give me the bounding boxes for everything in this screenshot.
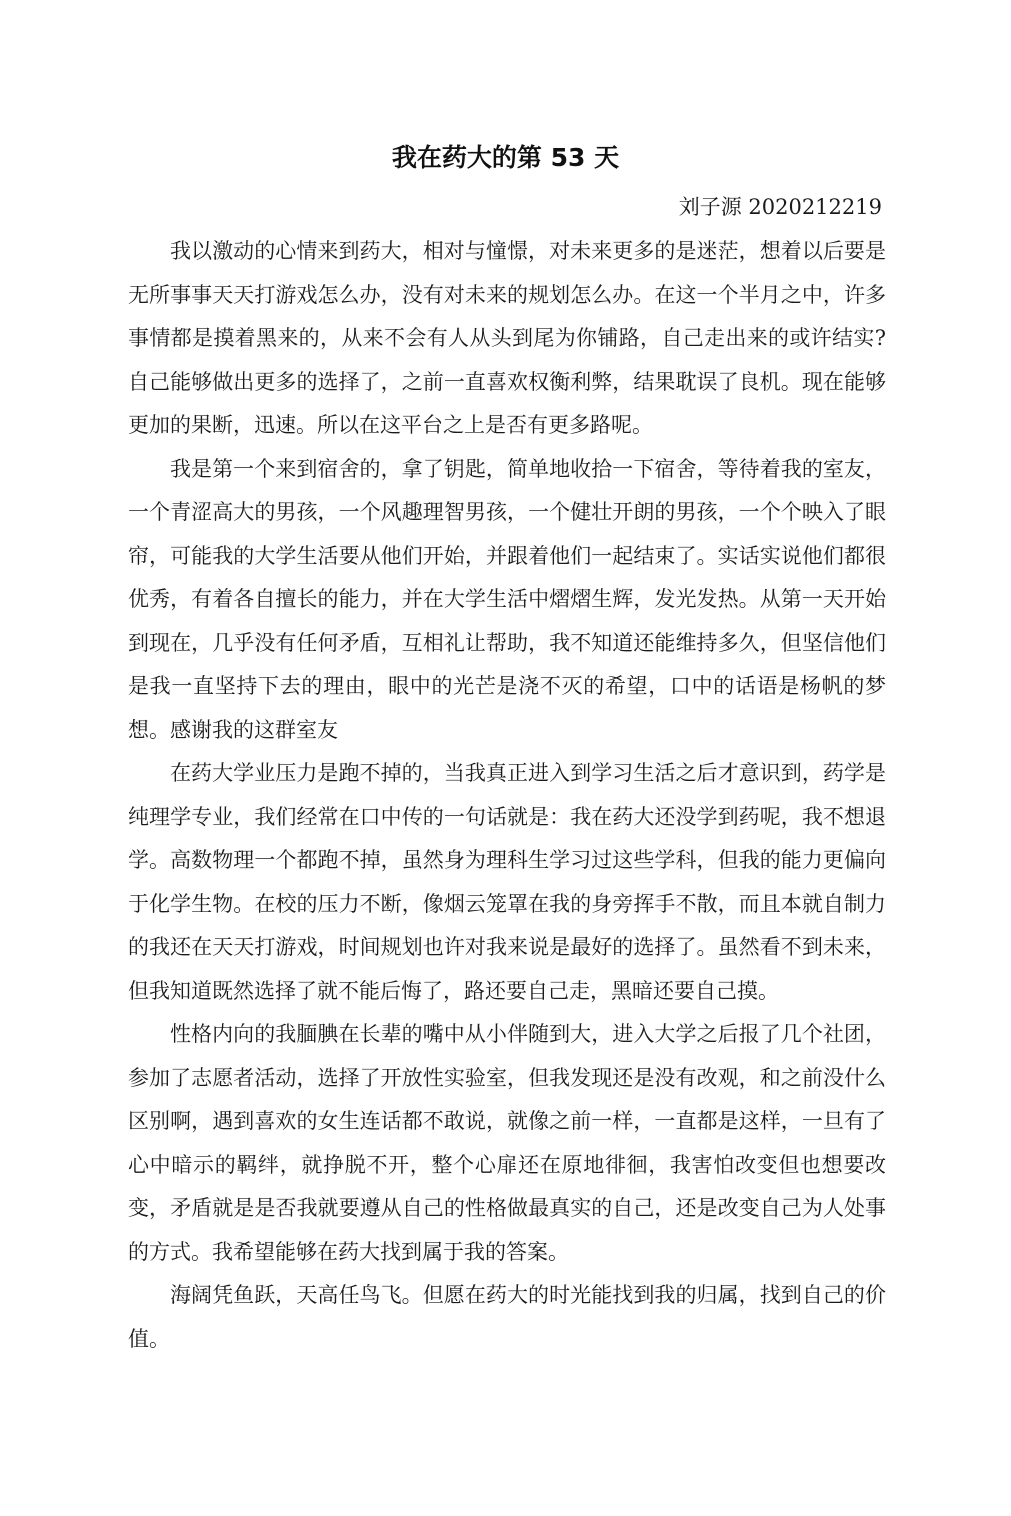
- paragraph-3: 在药大学业压力是跑不掉的，当我真正进入到学习生活之后才意识到，药学是纯理学专业，我们经常在口中传的一句话就是：我在药大还没学到药呢，我不想退学。高数物理一个都跑不掉，虽然身为理科生学习过这些学科，但我的能力更偏向于化学生物。在校的压力不断，像烟云笼罩在我的身旁挥手不散，而且本就自制力的我还在天天打游戏，时间规划也许对我来说是最好的选择了。虽然看不到未来，但我知道既然选择了就不能后悔了，路还要自己走，黑暗还要自己摸。: [128, 761, 886, 1003]
- document-title: 我在药大的第 53 天: [391, 143, 620, 172]
- paragraph-2: 我是第一个来到宿舍的，拿了钥匙，简单地收拾一下宿舍，等待着我的室友，一个青涩高大的男孩，一个风趣理智男孩，一个健壮开朗的男孩，一个个映入了眼帘，可能我的大学生活要从他们开始，并跟着他们一起结束了。实话实说他们都很优秀，有着各自擅长的能力，并在大学生活中熠熠生辉，发光发热。从第一天开始到现在，几乎没有任何矛盾，互相礼让帮助，我不知道还能维持多久，但坚信他们是我一直坚持下去的理由，眼中的光芒是浇不灭的希望，口中的话语是杨帆的梦想。感谢我的这群室友: [128, 456, 886, 742]
- paragraph-5: 海阔凭鱼跃，天高任鸟飞。但愿在药大的时光能找到我的归属，找到自己的价值。: [128, 1283, 886, 1351]
- document-body: [128, 230, 886, 1361]
- author-line: 刘子源 2020212219: [678, 195, 882, 219]
- paragraph-4: 性格内向的我腼腆在长辈的嘴中从小伴随到大，进入大学之后报了几个社团，参加了志愿者活动，选择了开放性实验室，但我发现还是没有改观，和之前没什么区别啊，遇到喜欢的女生连话都不敢说，就像之前一样，一直都是这样，一旦有了心中暗示的羁绊，就挣脱不开，整个心扉还在原地徘徊，我害怕改变但也想要改变，矛盾就是是否我就要遵从自己的性格做最真实的自己，还是改变自己为人处事的方式。我希望能够在药大找到属于我的答案。: [128, 1022, 886, 1264]
- paragraph-1: 我以激动的心情来到药大，相对与憧憬，对未来更多的是迷茫，想着以后要是无所事事天天打游戏怎么办，没有对未来的规划怎么办。在这一个半月之中，许多事情都是摸着黑来的，从来不会有人从头到尾为你铺路，自己走出来的或许结实?自己能够做出更多的选择了，之前一直喜欢权衡利弊，结果耽误了良机。现在能够更加的果断，迅速。所以在这平台之上是否有更多路呢。: [128, 239, 886, 437]
